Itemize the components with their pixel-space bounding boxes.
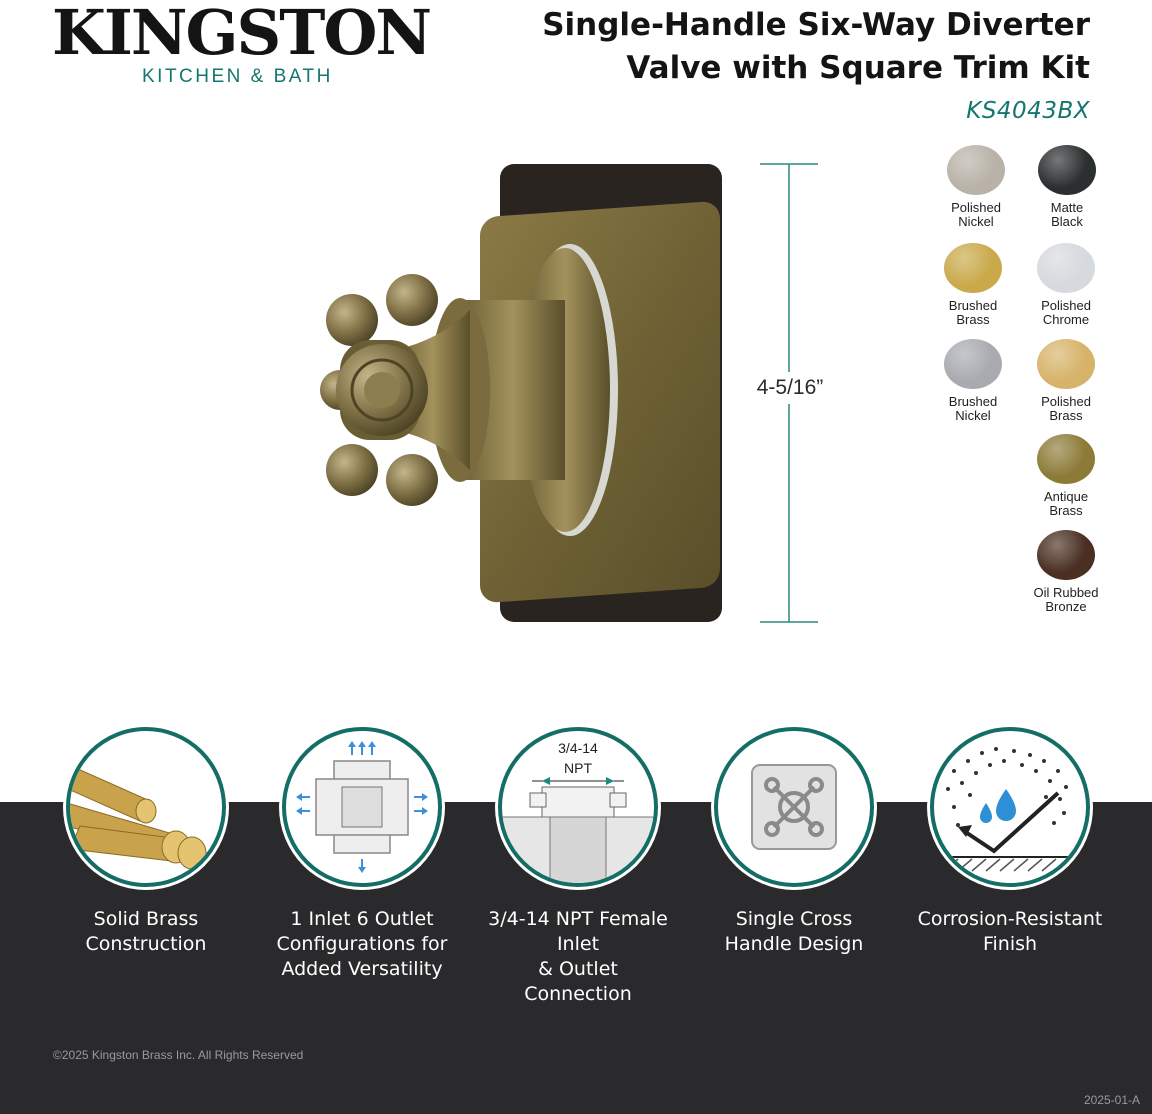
feature-six-way [267,727,457,982]
feature-text: 1 Inlet 6 Outlet Configurations for Added Versatility [276,908,448,980]
finish-label: Oil Rubbed Bronze [1033,585,1099,614]
feature-text: 3/4-14 NPT Female Inlet & Outlet Connection [488,908,668,1005]
cross-handle-icon [714,727,874,887]
water-drop-icon [930,727,1090,887]
finish-swatch[interactable] [1020,434,1112,517]
feature-text: Single Cross Handle Design [724,908,864,955]
finish-swatch[interactable] [1021,145,1113,228]
finish-color-dot [1037,243,1095,293]
feature-solid-brass [51,727,241,957]
finish-label: Antique Brass [1043,489,1089,518]
brass-rods-icon [66,727,226,887]
feature-npt [483,727,673,1007]
dimension-label: 4-5/16” [740,372,840,404]
title-line-2: Valve with Square Trim Kit [626,50,1090,86]
svg-text:3/4-14: 3/4-14 [558,740,598,756]
product-image [300,150,740,640]
finish-swatch[interactable] [930,145,1022,228]
document-id: 2025-01-A [1083,1093,1140,1107]
feature-cross-handle [699,727,889,957]
product-title [490,4,1090,90]
finish-label: Polished Nickel [951,200,1001,229]
finish-label: Polished Brass [1041,394,1091,423]
finish-color-dot [944,243,1002,293]
svg-text:NPT: NPT [564,760,592,776]
finish-color-dot [947,145,1005,195]
feature-text: Corrosion-Resistant Finish [917,908,1103,955]
finish-swatch[interactable] [1020,243,1112,326]
finish-color-dot [1037,434,1095,484]
finish-swatch[interactable] [927,243,1019,326]
finish-color-dot [1037,530,1095,580]
finish-color-dot [1038,145,1096,195]
finish-label: Brushed Nickel [948,394,998,423]
brand-name: KINGSTON [52,0,431,69]
finish-label: Matte Black [1050,200,1084,229]
finish-color-dot [1037,339,1095,389]
copyright: ©2025 Kingston Brass Inc. All Rights Reserved [53,1048,304,1062]
feature-corrosion [915,727,1105,957]
finish-swatch[interactable] [1020,530,1112,613]
finish-swatch[interactable] [1020,339,1112,422]
brand-logo [52,0,432,88]
six-way-diagram-icon [282,727,442,887]
product-sku: KS4043BX [966,98,1090,124]
finish-label: Polished Chrome [1041,298,1091,327]
finish-color-dot [944,339,1002,389]
feature-text: Solid Brass Construction [85,908,207,955]
title-line-1: Single-Handle Six-Way Diverter [542,7,1090,43]
npt-connection-icon [498,727,658,887]
finish-label: Brushed Brass [948,298,998,327]
finish-swatch[interactable] [927,339,1019,422]
brand-tagline: KITCHEN & BATH [142,66,333,87]
